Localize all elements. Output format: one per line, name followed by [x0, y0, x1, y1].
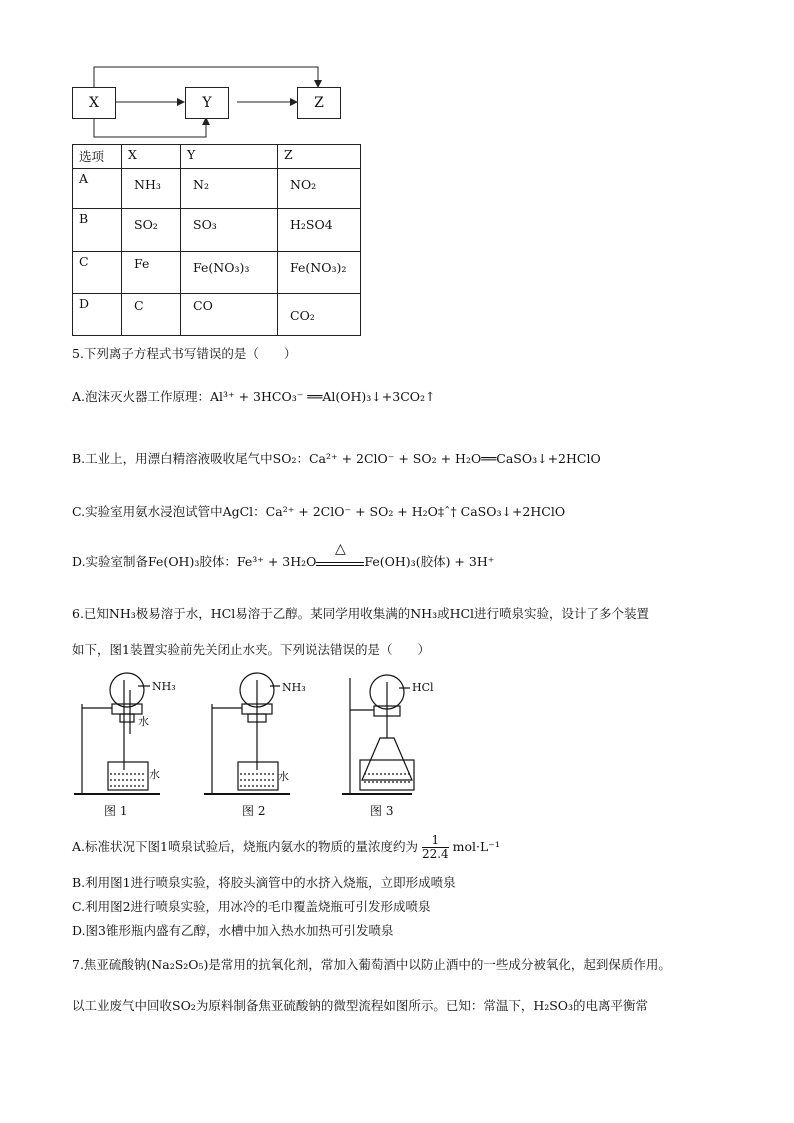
cell-y	[181, 209, 278, 252]
q5-d-prefix: D.实验室制备Fe(OH)₃胶体：Fe³⁺ + 3H₂O	[72, 554, 317, 569]
cell-value: NH₃	[134, 177, 161, 192]
cell-x	[122, 169, 181, 209]
header-cell: Z	[278, 145, 361, 169]
cell-z	[278, 169, 361, 209]
cell-z	[278, 294, 361, 336]
fig2-water-label: 水	[278, 770, 289, 783]
fig1-gas-label: NH₃	[152, 680, 176, 693]
heat-triangle-icon: △	[335, 541, 346, 557]
fig3-gas-label: HCl	[412, 681, 434, 694]
header-cell: 选项	[73, 145, 122, 169]
cell-value: SO₃	[193, 217, 217, 232]
q5-option-c: C.实验室用氨水浸泡试管中AgCl：Ca²⁺ + 2ClO⁻ + SO₂ + H₂O‡ˆ† CaSO₃↓+2HClO	[72, 504, 566, 519]
fig3-caption: 图 3	[370, 804, 394, 818]
q5-option-b: B.工业上，用漂白精溶液吸收尾气中SO₂：Ca²⁺ + 2ClO⁻ + SO₂ + H₂O══CaSO₃↓+2HClO	[72, 451, 601, 466]
flow-node-z: Z	[297, 87, 341, 119]
heat-condition	[316, 541, 364, 566]
q6-option-d: D.图3锥形瓶内盛有乙醇，水槽中加入热水加热可引发喷泉	[72, 923, 394, 938]
cell-value: Fe	[134, 256, 150, 271]
option-label: C	[73, 252, 122, 294]
options-table	[72, 144, 361, 336]
q6-option-a	[72, 834, 500, 861]
option-label: A	[73, 169, 122, 209]
q6-stem-line1: 6.已知NH₃极易溶于水，HCl易溶于乙醇。某同学用收集满的NH₃或HCl进行喷泉实验，设计了多个装置	[72, 606, 650, 621]
table-row	[73, 252, 361, 294]
fraction	[422, 834, 449, 861]
q6-a-text: A.标准状况下图1喷泉试验后，烧瓶内氨水的物质的量浓度约为	[72, 839, 418, 855]
cell-x	[122, 294, 181, 336]
cell-value: NO₂	[290, 177, 317, 192]
option-label: B	[73, 209, 122, 252]
cell-value: H₂SO4	[290, 217, 333, 232]
flow-node-x: X	[72, 87, 116, 119]
cell-value: Fe(NO₃)₃	[193, 260, 250, 275]
cell-value: Fe(NO₃)₂	[290, 260, 347, 275]
cell-y	[181, 294, 278, 336]
q6-option-b: B.利用图1进行喷泉实验，将胶头滴管中的水挤入烧瓶，立即形成喷泉	[72, 875, 456, 890]
cell-x	[122, 209, 181, 252]
fraction-numerator: 1	[431, 833, 440, 847]
table-row	[73, 209, 361, 252]
cell-value: C	[134, 298, 144, 313]
fig1-water-label: 水	[138, 715, 149, 728]
cell-value: CO₂	[290, 308, 315, 323]
header-cell: X	[122, 145, 181, 169]
q5-stem: 5.下列离子方程式书写错误的是（ ）	[72, 346, 297, 361]
fig1-trough-label: 水	[149, 768, 160, 781]
table-row	[73, 294, 361, 336]
q6-stem-line2: 如下，图1装置实验前先关闭止水夹。下列说法错误的是（ ）	[72, 642, 430, 657]
q6-a-unit: mol·L⁻¹	[452, 839, 500, 855]
cell-z	[278, 252, 361, 294]
cell-y	[181, 169, 278, 209]
table-header-row	[73, 145, 361, 169]
cell-z	[278, 209, 361, 252]
q5-option-d	[72, 541, 495, 570]
fraction-denominator: 22.4	[421, 847, 449, 862]
cell-y	[181, 252, 278, 294]
cell-x	[122, 252, 181, 294]
q5-d-suffix: Fe(OH)₃(胶体) + 3H⁺	[364, 554, 495, 569]
table-row	[73, 169, 361, 209]
fig1-caption: 图 1	[104, 804, 128, 818]
q7-line1: 7.焦亚硫酸钠(Na₂S₂O₅)是常用的抗氧化剂，常加入葡萄酒中以防止酒中的一些成分被氧化，起到保质作用。	[72, 957, 671, 972]
option-label: D	[73, 294, 122, 336]
q6-option-c: C.利用图2进行喷泉实验，用冰冷的毛巾覆盖烧瓶可引发形成喷泉	[72, 899, 431, 914]
cell-value: CO	[193, 298, 213, 313]
fig2-caption: 图 2	[242, 804, 266, 818]
q7-line2: 以工业废气中回收SO₂为原料制备焦亚硫酸钠的微型流程如图所示。已知：常温下，H₂SO₃的电离平衡常	[72, 998, 649, 1013]
flow-node-y: Y	[185, 87, 229, 119]
cell-value: N₂	[193, 177, 209, 192]
header-cell: Y	[181, 145, 278, 169]
cell-value: SO₂	[134, 217, 158, 232]
fig2-gas-label: NH₃	[282, 681, 306, 694]
q5-option-a: A.泡沫灭火器工作原理：Al³⁺ + 3HCO₃⁻ ══Al(OH)₃↓+3CO₂↑	[72, 389, 436, 404]
